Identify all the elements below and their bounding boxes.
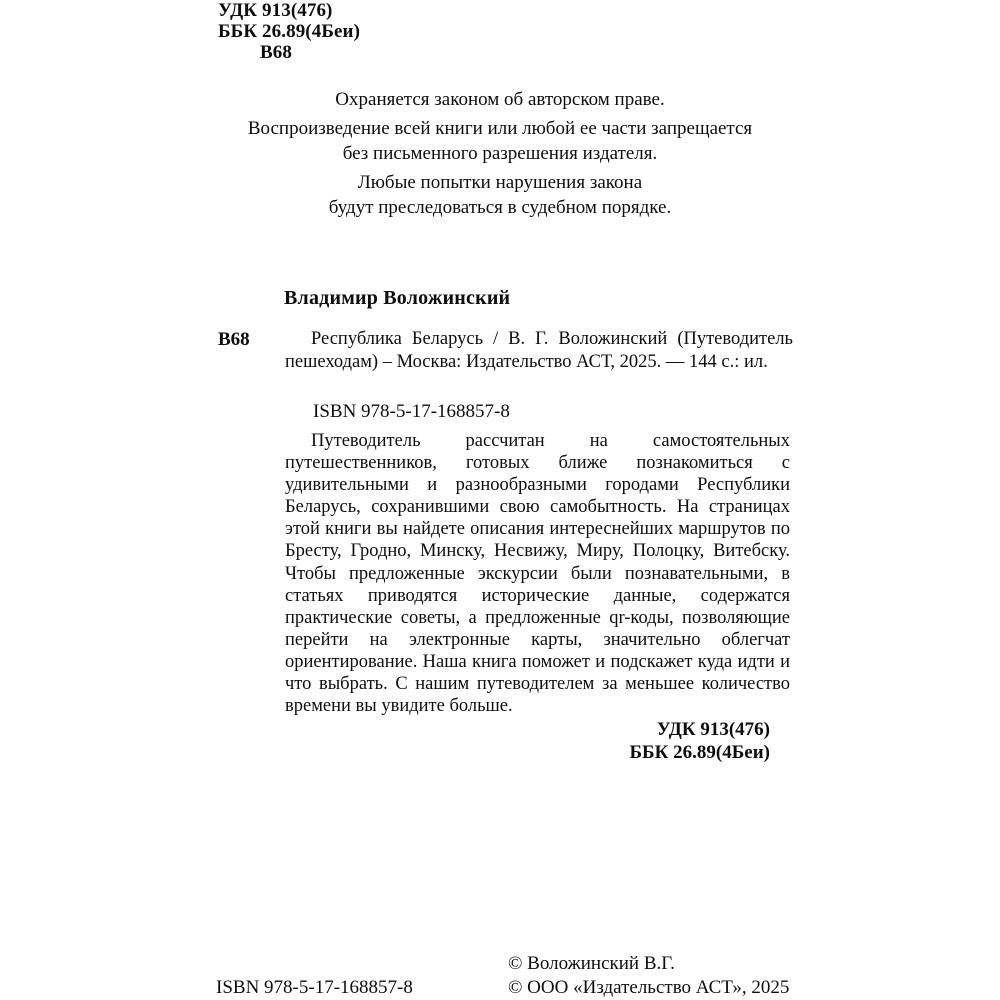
legal-notice-line-5: будут преследоваться в судебном порядке.: [328, 197, 672, 218]
udk-code-top: УДК 913(476): [218, 0, 333, 21]
copyright-publisher: © ООО «Издательство АСТ», 2025: [508, 977, 790, 998]
udk-code-bottom: УДК 913(476): [656, 719, 770, 740]
annotation-paragraph: Путеводитель рассчитан на самостоятельных путешественников, готовых ближе познакомиться с удивительными и разнообразными городами Республики Беларусь, сохранившими свою самобытность. На страницах этой книги вы найдете описания интереснейших маршрутов по Бресту, Гродно, Минску, Несвижу, Миру, Полоцку, Витебску. Чтобы предложенные экскурсии были познавательными, в статьях приводятся исторические данные, содержатся практические советы, а предложенные qr-коды, позволяющие перейти на электронные карты, значительно облегчат ориентирование. Наша книга поможет и подскажет куда идти и что выбрать. С нашим путеводителем за меньшее количество времени вы увидите больше.: [285, 431, 790, 717]
page-footer: [0, 952, 1000, 1000]
classification-top-block: [218, 0, 360, 63]
legal-notice-line-1: Охраняется законом об авторском праве.: [335, 89, 665, 110]
bbk-code-top: ББК 26.89(4Беи): [218, 21, 360, 42]
bibliographic-record: [218, 328, 793, 374]
bibliographic-description: Республика Беларусь / В. Г. Воложинский (Путеводитель пешеходам) – Москва: Издательство АСТ, 2025. — 144 с.: ил.: [285, 329, 793, 372]
legal-notice-block: [180, 87, 820, 221]
isbn-footer: ISBN 978-5-17-168857-8: [216, 977, 413, 998]
isbn-record: ISBN 978-5-17-168857-8: [313, 401, 510, 422]
copyright-author: © Воложинский В.Г.: [508, 953, 675, 974]
classification-bottom-block: [490, 718, 770, 764]
bbk-code-bottom: ББК 26.89(4Беи): [629, 742, 770, 763]
legal-notice-line-3: без письменного разрешения издателя.: [342, 143, 658, 164]
shelf-sigil-record: В68: [218, 329, 250, 350]
legal-notice-line-4: Любые попытки нарушения закона: [357, 171, 643, 193]
author-name: Владимир Воложинский: [284, 287, 511, 309]
legal-notice-line-2: Воспроизведение всей книги или любой ее части запрещается: [247, 117, 753, 139]
shelf-sigil-top: В68: [260, 42, 292, 63]
copyright-holders: [508, 952, 789, 1000]
